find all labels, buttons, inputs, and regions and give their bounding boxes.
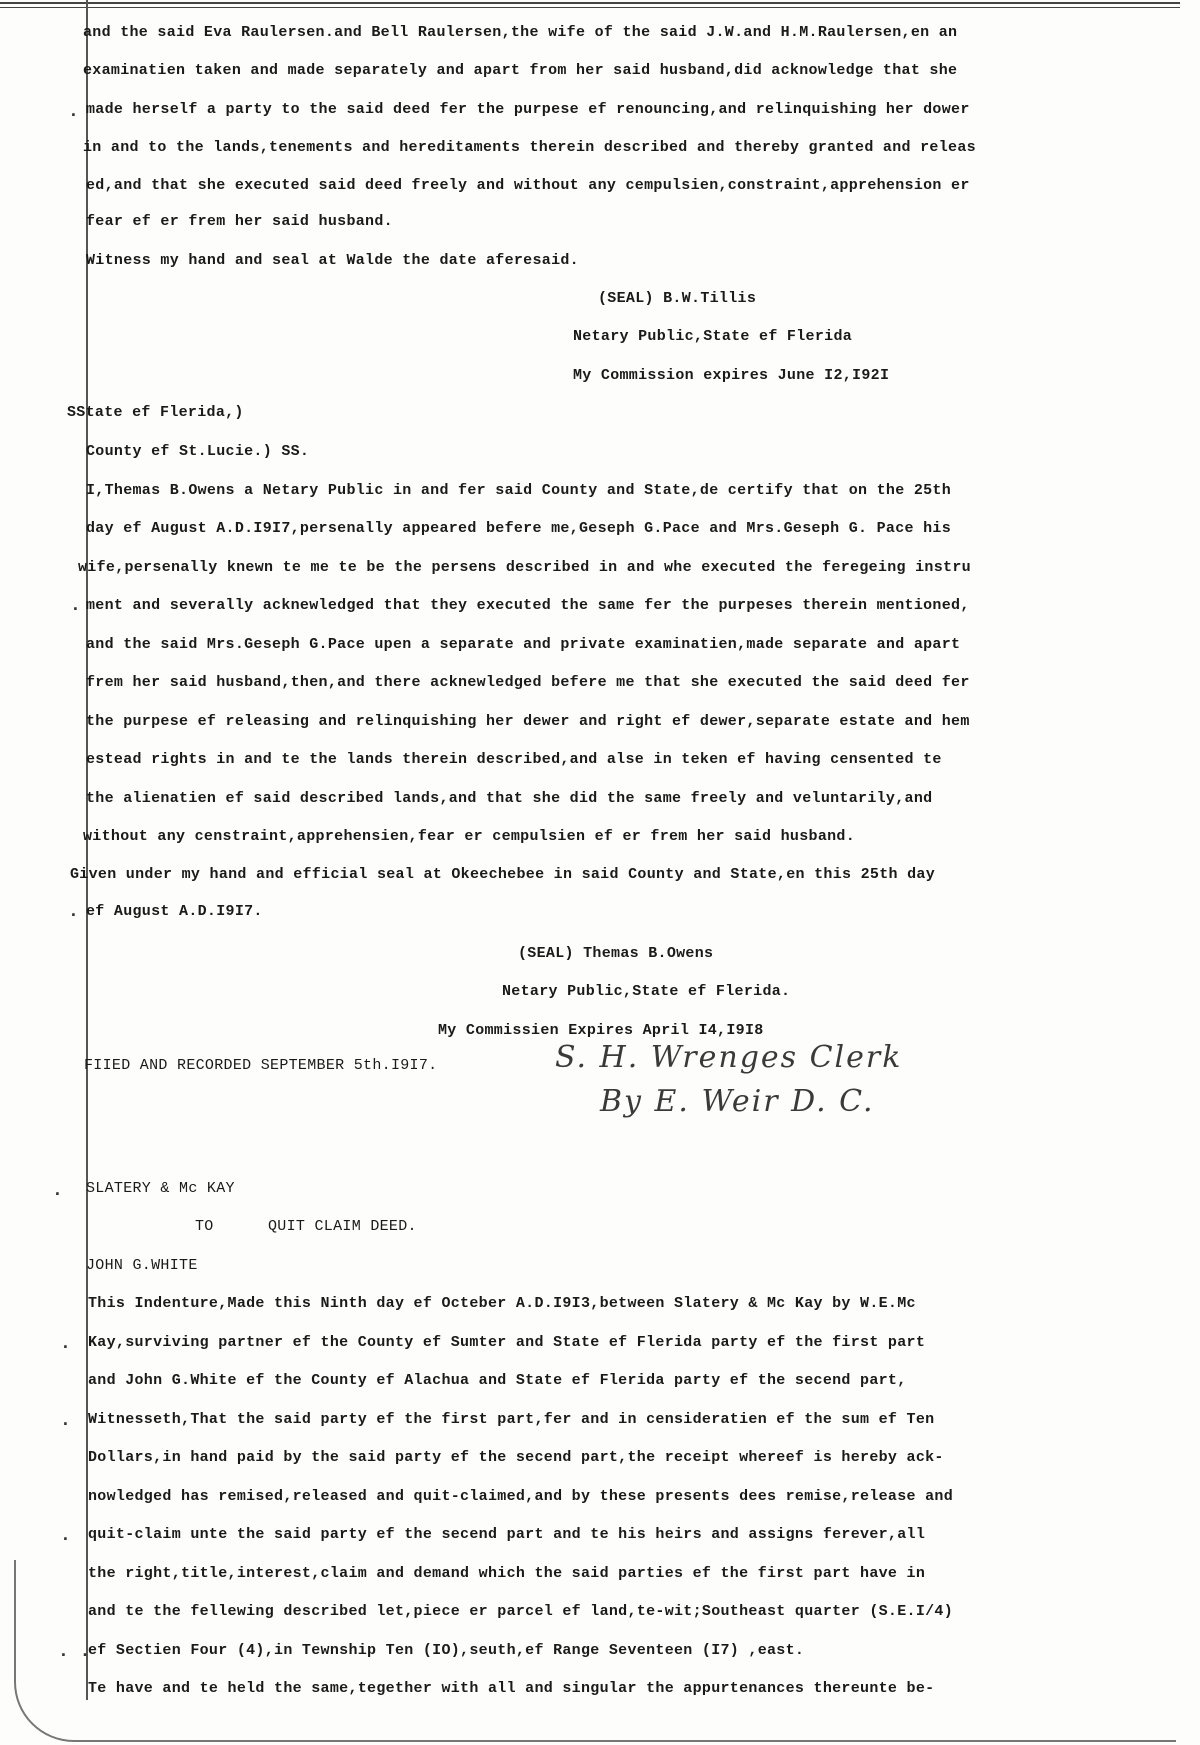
text-line: and the said Eva Raulersen.and Bell Raulersen,the wife of the said J.W.and H.M.Raulersen,en an: [83, 24, 958, 41]
filed-recorded-stamp: FIIED AND RECORDED SEPTEMBER 5th.I9I7.: [84, 1057, 438, 1074]
text-line: fear ef er frem her said husband.: [86, 213, 393, 230]
text-line: quit-claim unte the said party ef the secend part and te his heirs and assigns ferever,all: [88, 1526, 926, 1543]
text-line: the right,title,interest,claim and demand which the said parties ef the first part have in: [88, 1565, 926, 1582]
text-line: This Indenture,Made this Ninth day ef Octeber A.D.I9I3,between Slatery & Mc Kay by W.E.Mc: [88, 1295, 916, 1312]
deed-grantee: JOHN G.WHITE: [86, 1257, 198, 1274]
deed-type: QUIT CLAIM DEED.: [268, 1218, 417, 1235]
handwritten-clerk-signature: S. H. Wrenges Clerk: [555, 1040, 903, 1075]
text-line: ed,and that she executed said deed freely and without any cempulsien,constraint,apprehension er: [86, 177, 970, 194]
signature-line: Netary Public,State ef Flerida: [573, 328, 853, 345]
signature-line: My Commissien Expires April I4,I9I8: [438, 1022, 764, 1039]
top-rule-thin: [0, 7, 1180, 8]
text-line: made herself a party to the said deed fer the purpese ef renouncing,and relinquishing her dower: [86, 101, 970, 118]
text-line: estead rights in and te the lands therein described,and alse in teken ef having censented te: [86, 751, 942, 768]
venue-line: SState ef Flerida,): [67, 404, 244, 421]
margin-dot: .: [68, 102, 79, 122]
text-line: Kay,surviving partner ef the County ef Sumter and State ef Flerida party ef the first part: [88, 1334, 926, 1351]
margin-dot: .: [70, 596, 81, 616]
signature-line: My Commission expires June I2,I92I: [573, 367, 890, 384]
margin-dot: .: [68, 902, 79, 922]
text-line: day ef August A.D.I9I7,persenally appeared befere me,Geseph G.Pace and Mrs.Geseph G. Pace his: [86, 520, 952, 537]
margin-dot: .: [60, 1526, 71, 1546]
deed-grantor: SLATERY & Mc KAY: [86, 1180, 235, 1197]
text-line: frem her said husband,then,and there acknewledged befere me that she executed the said deed fer: [86, 674, 970, 691]
text-line: I,Themas B.Owens a Netary Public in and fer said County and State,de certify that on the 25th: [86, 482, 952, 499]
text-line: and te the fellewing described let,piece er parcel ef land,te-wit;Southeast quarter (S.E.I/4): [88, 1603, 954, 1620]
handwritten-deputy-signature: By E. Weir D. C.: [600, 1084, 875, 1119]
signature-line: Netary Public,State ef Flerida.: [502, 983, 791, 1000]
text-line: and the said Mrs.Geseph G.Pace upen a separate and private examinatien,made separate and apart: [86, 636, 961, 653]
text-line: the alienatien ef said described lands,and that she did the same freely and veluntarily,and: [86, 790, 933, 807]
top-rule: [0, 2, 1180, 4]
text-line: Dollars,in hand paid by the said party ef the secend part,the receipt whereef is hereby ack-: [88, 1449, 944, 1466]
margin-dot: . .: [58, 1642, 91, 1662]
signature-line: (SEAL) B.W.Tillis: [598, 290, 757, 307]
text-line: ef August A.D.I9I7.: [86, 903, 263, 920]
margin-dot: .: [52, 1181, 63, 1201]
text-line: Given under my hand and efficial seal at Okeechebee in said County and State,en this 25th day: [70, 866, 936, 883]
text-line: in and to the lands,tenements and hereditaments therein described and thereby granted and releas: [83, 139, 976, 156]
margin-dot: .: [60, 1411, 71, 1431]
text-line: nowledged has remised,released and quit-claimed,and by these presents dees remise,release and: [88, 1488, 954, 1505]
text-line: without any censtraint,apprehensien,fear er cempulsien ef er frem her said husband.: [83, 828, 856, 845]
text-line: Te have and te held the same,tegether with all and singular the appurtenances thereunte be-: [88, 1680, 935, 1697]
text-line: the purpese ef releasing and relinquishing her dewer and right ef dewer,separate estate and hem: [86, 713, 970, 730]
text-line: and John G.White ef the County ef Alachua and State ef Flerida party ef the secend part,: [88, 1372, 907, 1389]
deed-to: TO: [195, 1218, 214, 1235]
venue-line: County ef St.Lucie.) SS.: [86, 443, 310, 460]
text-line: wife,persenally knewn te me te be the persens described in and whe executed the feregeing instru: [78, 559, 971, 576]
text-line: ef Sectien Four (4),in Tewnship Ten (IO),seuth,ef Range Seventeen (I7) ,east.: [88, 1642, 805, 1659]
text-line: Witnesseth,That the said party ef the first part,fer and in censideratien ef the sum ef Ten: [88, 1411, 935, 1428]
margin-dot: .: [60, 1334, 71, 1354]
text-line: Witness my hand and seal at Walde the date aferesaid.: [86, 252, 579, 269]
signature-line: (SEAL) Themas B.Owens: [518, 945, 714, 962]
text-line: ment and severally acknewledged that they executed the same fer the purpeses therein mentioned,: [86, 597, 970, 614]
text-line: examinatien taken and made separately and apart from her said husband,did acknowledge that she: [83, 62, 958, 79]
